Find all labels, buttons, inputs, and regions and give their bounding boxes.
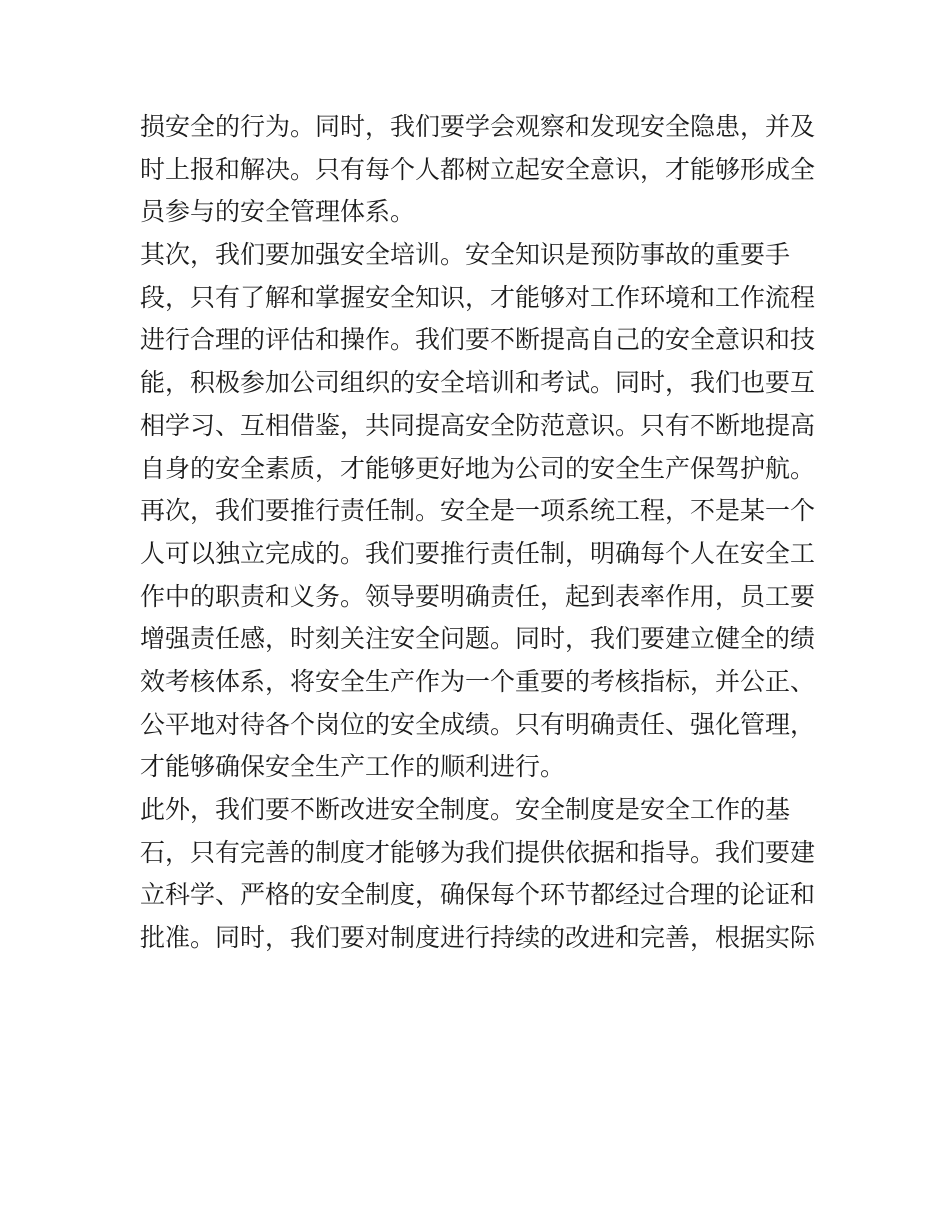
text-line: 作中的职责和义务。领导要明确责任，起到表率作用，员工要 xyxy=(140,581,816,611)
text-line: 批准。同时，我们要对制度进行持续的改进和完善，根据实际 xyxy=(140,923,816,953)
text-line: 石，只有完善的制度才能够为我们提供依据和指导。我们要建 xyxy=(140,837,816,867)
text-line: 再次，我们要推行责任制。安全是一项系统工程，不是某一个 xyxy=(140,496,816,526)
text-line: 公平地对待各个岗位的安全成绩。只有明确责任、强化管理， xyxy=(140,709,816,739)
text-line: 效考核体系，将安全生产作为一个重要的考核指标，并公正、 xyxy=(140,666,816,696)
text-line: 其次，我们要加强安全培训。安全知识是预防事故的重要手 xyxy=(140,240,791,270)
text-line: 段，只有了解和掌握安全知识，才能够对工作环境和工作流程 xyxy=(140,282,816,312)
text-line: 自身的安全素质，才能够更好地为公司的安全生产保驾护航。 xyxy=(140,453,816,483)
text-line: 立科学、严格的安全制度，确保每个环节都经过合理的论证和 xyxy=(140,880,816,910)
text-line: 增强责任感，时刻关注安全问题。同时，我们要建立健全的绩 xyxy=(140,624,816,654)
body-text xyxy=(140,106,820,960)
text-line: 进行合理的评估和操作。我们要不断提高自己的安全意识和技 xyxy=(140,325,816,355)
text-line: 能，积极参加公司组织的安全培训和考试。同时，我们也要互 xyxy=(140,368,816,398)
text-line: 才能够确保安全生产工作的顺利进行。 xyxy=(140,752,566,782)
text-line: 此外，我们要不断改进安全制度。安全制度是安全工作的基 xyxy=(140,795,791,824)
text-line: 时上报和解决。只有每个人都树立起安全意识，才能够形成全 xyxy=(140,154,816,184)
text-line: 人可以独立完成的。我们要推行责任制，明确每个人在安全工 xyxy=(140,538,816,568)
text-line: 员参与的安全管理体系。 xyxy=(140,197,416,227)
text-line: 相学习、互相借鉴，共同提高安全防范意识。只有不断地提高 xyxy=(140,410,816,440)
text-line: 损安全的行为。同时，我们要学会观察和发现安全隐患，并及 xyxy=(140,112,816,141)
